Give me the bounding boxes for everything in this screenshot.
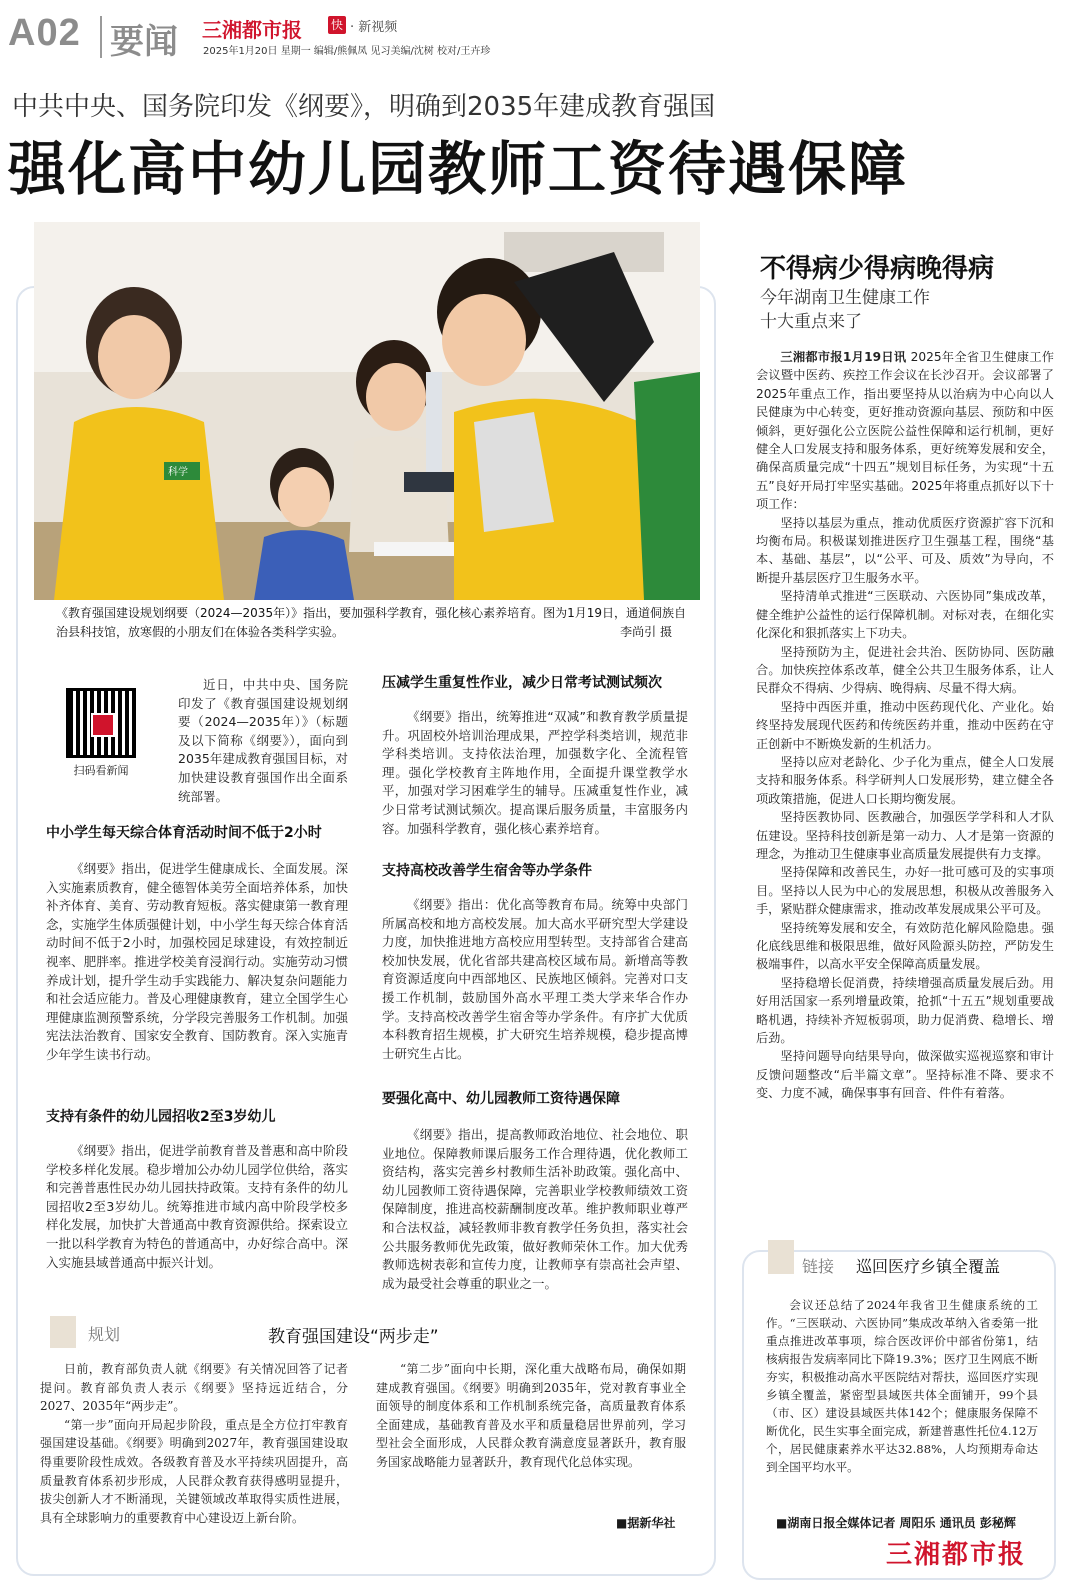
plan-right-column <box>376 1360 686 1472</box>
section-kindergarten <box>46 1142 348 1272</box>
right-dateline: 三湘都市报1月19日讯 <box>780 350 907 364</box>
right-paragraph-7: 坚持医教协同、医教融合，加强医学学科和人才队伍建设。坚持科技创新是第一动力、人才是第一资源的理念，为推动卫生健康事业高质量发展提供有力支撑。 <box>756 810 1054 861</box>
section-teacher-pay <box>382 1126 688 1293</box>
section-kindergarten-text: 《纲要》指出，促进学前教育普及普惠和高中阶段学校多样化发展。稳步增加公办幼儿园学位供给，落实和完善普惠性民办幼儿园扶持政策。支持有条件的幼儿园招收2至3岁幼儿。统筹推进市域内高中阶段学校多样化发展，加快扩大普通高中教育资源供给。探索设立一批以科学教育为特色的普通高中，办好综合高中。深入实施县域普通高中振兴计划。 <box>46 1143 348 1270</box>
plan-left-column <box>40 1360 348 1527</box>
qr-label: 扫码看新闻 <box>73 764 129 777</box>
right-paragraph-10: 坚持稳增长促消费，持续增强高质量发展后劲。用好用活国家一系列增量政策，抢抓“十五五”规划重要战略机遇，持续补齐短板弱项，助力促消费、稳增长、增后劲。 <box>756 975 1054 1046</box>
section-name: 要闻 <box>110 22 178 62</box>
subhead-teacher-pay: 要强化高中、幼儿园教师工资待遇保障 <box>382 1091 620 1107</box>
footer-brand-logo: 三湘都市报 <box>886 1540 1027 1570</box>
main-headline: 强化高中幼儿园教师工资待遇保障 <box>8 135 909 203</box>
section-pe <box>46 860 348 1065</box>
plan-paragraph-3: “第二步”面向中长期，深化重大战略布局，确保如期建成教育强国。《纲要》明确到2035年，党对教育事业全面领导的制度体系和工作机制系统完备，高质量教育体系全面建成，基础教育普及水平和质量稳居世界前列，学习型社会全面形成，人民群众教育满意度显著跃升，教育服务国家战略能力显著跃升，教育现代化总体实现。 <box>376 1362 686 1469</box>
plan-paragraph-2: “第一步”面向开局起步阶段，重点是全方位打牢教育强国建设基础。《纲要》明确到2027年，教育强国建设取得重要阶段性成效。各级教育普及水平持续巩固提升，高质量教育体系初步形成，人民群众教育获得感明显提升，拔尖创新人才不断涌现，关键领域改革取得实质性进展，具有全球影响力的重要教育中心建设迈上新台阶。 <box>40 1417 348 1525</box>
plan-paragraph-1: 日前，教育部负责人就《纲要》有关情况回答了记者提问。教育部负责人表示《纲要》坚持远近结合，分2027、2035年“两步走”。 <box>40 1362 348 1414</box>
right-paragraph-2: 坚持以基层为重点，推动优质医疗资源扩容下沉和均衡布局。积极谋划推进医疗卫生强基工程，围绕“基本、基础、基层”，以“公平、可及、质效”为导向，不断提升基层医疗卫生服务水平。 <box>756 515 1054 585</box>
right-paragraph-8: 坚持保障和改善民生，办好一批可感可及的实事项目。坚持以人民为中心的发展思想，积极从改善服务入手，紧贴群众健康需求，推动改革发展成果公平可及。 <box>756 865 1054 917</box>
link-label: 链接 <box>802 1257 835 1276</box>
plan-source: ■据新华社 <box>616 1516 676 1530</box>
subhead-homework: 压减学生重复性作业，减少日常考试测试频次 <box>382 675 662 691</box>
article-lead <box>178 676 348 806</box>
subhead-pe: 中小学生每天综合体育活动时间不低于2小时 <box>46 825 322 841</box>
headline-kicker: 中共中央、国务院印发《纲要》，明确到2035年建成教育强国 <box>12 92 716 122</box>
masthead-meta: 2025年1月20日 星期一 编辑/熊佩凤 见习美编/沈树 校对/王卉珍 <box>203 46 491 57</box>
photo-credit: 李尚引 摄 <box>620 625 672 639</box>
section-pe-text: 《纲要》指出，促进学生健康成长、全面发展。深入实施素质教育，健全德智体美劳全面培养体系，加快补齐体育、美育、劳动教育短板。落实健康第一教育理念，实施学生体质强健计划，中小学生每天综合体育活动时间不低于2小时，加强校园足球建设，有效控制近视率、肥胖率。推进学校美育浸润行动。实施劳动习惯养成计划，提升学生动手实践能力、解决复杂问题能力和社会适应能力。普及心理健康教育，建立全国学生心理健康监测预警系统，分学段完善服务工作机制。加强宪法法治教育、国家安全教育、国防教育。深入实施青少年学生读书行动。 <box>46 861 348 1062</box>
subhead-university: 支持高校改善学生宿舍等办学条件 <box>382 863 592 879</box>
right-paragraph-11: 坚持问题导向结果导向，做深做实巡视巡察和审计反馈问题整改“后半篇文章”。坚持标准不降、要求不变、力度不减，确保事事有回音、件件有着落。 <box>756 1049 1054 1101</box>
plan-title: 教育强国建设“两步走” <box>268 1327 439 1347</box>
masthead-divider <box>100 16 102 58</box>
right-subheadline-line1: 今年湖南卫生健康工作 <box>760 288 930 308</box>
plan-label: 规划 <box>88 1325 121 1344</box>
right-paragraph-9: 坚持统筹发展和安全，有效防范化解风险隐患。强化底线思维和极限思维，做好风险源头防控，严防发生极端事件，以高水平安全保障高质量发展。 <box>756 920 1054 972</box>
brand-logo: 三湘都市报 <box>202 18 302 42</box>
masthead <box>0 0 1080 66</box>
section-homework <box>382 708 688 838</box>
photo-illustration <box>34 222 700 600</box>
link-paragraph: 会议还总结了2024年我省卫生健康系统的工作。“三医联动、六医协同”集成改革纳入省委第一批重点推进改革事项，综合医改评价中部省份第1，结核病报告发病率同比下降19.3%；医疗卫生网底不断夯实，积极推动高水平医院结对帮扶，巡回医疗实现乡镇全覆盖，紧密型县域医共体全面铺开，99个县（市、区）建设县域医共体142个；健康服务保障不断优化，民生实事全面完成，新建普惠性托位4.12万个，居民健康素养水平达32.88%，人均预期寿命达到全国平均水平。 <box>766 1298 1038 1474</box>
section-university-text: 《纲要》指出：优化高等教育布局。统筹中央部门所属高校和地方高校发展。加大高水平研究型大学建设力度，加快推进地方高校应用型转型。支持部省合建高校加快发展，优化省部共建高校区域布局。新增高等教育资源适度向中西部地区、民族地区倾斜。完善对口支援工作机制，鼓励国外高水平理工类大学来华合作办学。支持高校改善学生宿舍等办学条件。有序扩大优质本科教育招生规模，扩大研究生培养规模，稳步提高博士研究生占比。 <box>382 897 688 1061</box>
right-byline: ■湖南日报全媒体记者 周阳乐 通讯员 彭秘辉 <box>776 1516 1016 1530</box>
news-photo <box>34 222 700 600</box>
section-teacher-pay-text: 《纲要》指出，提高教师政治地位、社会地位、职业地位。保障教师课后服务工作合理待遇，优化教师工资结构，落实完善乡村教师生活补助政策。强化高中、幼儿园教师工资待遇保障，完善职业学校教师绩效工资保障制度，推进高校薪酬制度改革。维护教师职业尊严和合法权益，减轻教师非教育教学任务负担，落实社会公共服务教师优先政策，做好教师荣休工作。加大优秀教师选树表彰和宣传力度，让教师享有崇高社会声望、成为最受社会尊重的职业之一。 <box>382 1127 688 1291</box>
link-article <box>766 1296 1038 1476</box>
qr-code-block[interactable] <box>60 688 142 784</box>
right-article <box>756 348 1054 1103</box>
right-subheadline <box>760 286 930 334</box>
right-paragraph-3: 坚持清单式推进“三医联动、六医协同”集成改革，健全维护公益性的运行保障机制。对标对表，在细化实化深化和狠抓落实上下功夫。 <box>756 589 1054 641</box>
right-paragraph-4: 坚持预防为主，促进社会共治、医防协同、医防融合。加快疾控体系改革，健全公共卫生服务体系，让人民群众不得病、少得病、晚得病、尽量不得大病。 <box>756 644 1054 696</box>
caption-text: 《教育强国建设规划纲要（2024—2035年）》指出，要加强科学教育，强化核心素养培育。图为1月19日，通道侗族自治县科技馆，放寒假的小朋友们在体验各类科学实验。 <box>56 606 686 639</box>
lead-paragraph: 近日，中共中央、国务院印发了《教育强国建设规划纲要（2024—2035年）》（标题及以下简称《纲要》），面向到2035年建成教育强国目标，对加快建设教育强国作出全面系统部署。 <box>178 677 348 804</box>
qr-code-icon[interactable] <box>66 688 136 758</box>
section-university <box>382 896 688 1063</box>
link-tag-icon <box>768 1240 794 1274</box>
right-paragraph-1: 2025年全省卫生健康工作会议暨中医药、疾控工作会议在长沙召开。会议部署了2025年重点工作，指出要坚持从以治病为中心向以人民健康为中心转变，更好推动资源向基层、预防和中医倾斜，更好强化公立医院公益性保障和运行机制，更好健全人口发展支持和服务体系，更好统筹发展和安全，确保高质量完成“十四五”规划目标任务，为实现“十五五”良好开局打牢坚实基础。2025年将重点抓好以下十项工作： <box>756 350 1054 512</box>
right-headline: 不得病少得病晚得病 <box>760 254 995 284</box>
link-title: 巡回医疗乡镇全覆盖 <box>856 1257 1001 1276</box>
photo-caption <box>56 604 696 642</box>
right-subheadline-line2: 十大重点来了 <box>760 312 862 332</box>
right-paragraph-6: 坚持以应对老龄化、少子化为重点，健全人口发展支持和服务体系。科学研判人口发展形势，建立健全各项政策措施，促进人口长期均衡发展。 <box>756 754 1054 806</box>
brand-video-label: · 新视频 <box>350 20 398 35</box>
right-paragraph-5: 坚持中西医并重，推动中医药现代化、产业化。始终坚持发展现代医药和传统医药并重，推动中医药在守正创新中不断焕发新的生机活力。 <box>756 699 1054 751</box>
vest-label: 科学 <box>168 467 188 478</box>
section-homework-text: 《纲要》指出，统筹推进“双减”和教育教学质量提升。巩固校外培训治理成果，严控学科类培训，规范非学科类培训。支持依法治理，加强数字化、全流程管理。强化学校教育主阵地作用，全面提升课堂教学水平，加强对学习困难学生的辅导。压减重复性作业，减少日常考试测试频次。提高课后服务质量，丰富服务内容。加强科学教育，强化核心素养培育。 <box>382 709 688 836</box>
brand-badge-icon: 快 <box>328 16 346 34</box>
page-number: A02 <box>8 12 81 54</box>
plan-tag-icon <box>50 1316 76 1348</box>
subhead-kindergarten: 支持有条件的幼儿园招收2至3岁幼儿 <box>46 1109 276 1125</box>
